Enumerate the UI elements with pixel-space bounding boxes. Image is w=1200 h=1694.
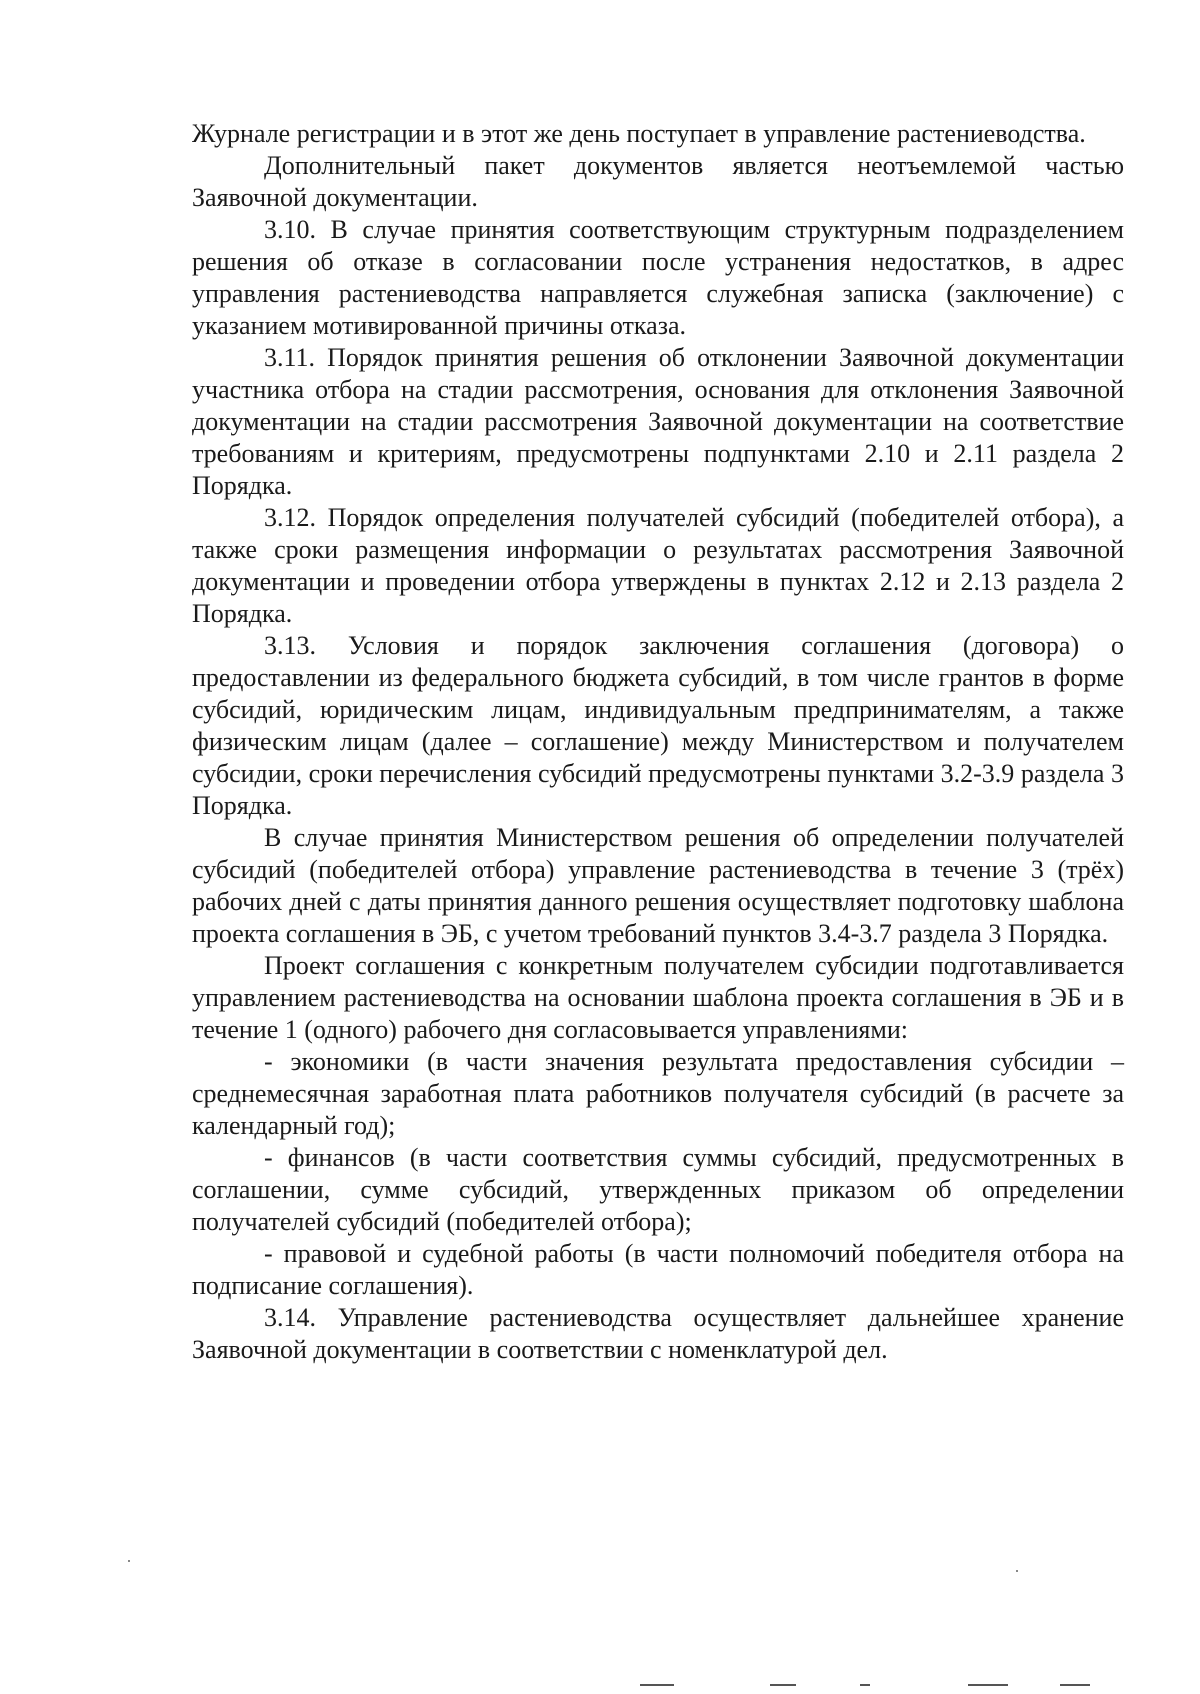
paragraph-3-11: 3.11. Порядок принятия решения об отклонении Заявочной документации участника отбора на стадии рассмотрения, основания для отклонения Заявочной документации на стадии рассмотрения Заявочной документации на соответствие требованиям и критериям, предусмотрены подпунктами 2.10 и 2.11 раздела 2 Порядка. xyxy=(192,343,1124,500)
scan-speck xyxy=(1016,1570,1018,1572)
scan-mark xyxy=(640,1684,674,1686)
paragraph-3-13: 3.13. Условия и порядок заключения соглашения (договора) о предоставлении из федерального бюджета субсидий, в том числе грантов в форме субсидий, юридическим лицам, индивидуальным предпринимателям, а также физическим лицам (далее – соглашение) между Министерством и получателем субсидии, сроки перечисления субсидий предусмотрены пунктами 3.2-3.9 раздела 3 Порядка. xyxy=(192,631,1124,820)
scan-speck xyxy=(128,1560,130,1562)
scan-edge-marks xyxy=(0,1684,1200,1688)
paragraph-additional-package: Дополнительный пакет документов является неотъемлемой частью Заявочной документации. xyxy=(192,151,1124,212)
scan-mark xyxy=(1060,1684,1090,1686)
scan-mark xyxy=(770,1684,796,1686)
paragraph-3-12: 3.12. Порядок определения получателей субсидий (победителей отбора), а также сроки размещения информации о результатах рассмотрения Заявочной документации и проведении отбора утверждены в пунктах 2.12 и 2.13 раздела 2 Порядка. xyxy=(192,503,1124,628)
paragraph-ministry-decision: В случае принятия Министерством решения об определении получателей субсидий (победителей отбора) управление растениеводства в течение 3 (трёх) рабочих дней с даты принятия данного решения осуществляет подготовку шаблона проекта соглашения в ЭБ, с учетом требований пунктов 3.4-3.7 раздела 3 Порядка. xyxy=(192,823,1124,948)
list-item-economics: - экономики (в части значения результата предоставления субсидии – среднемесячная заработная плата работников получателя субсидий (в расчете за календарный год); xyxy=(192,1047,1124,1140)
document-body xyxy=(192,118,1124,1366)
paragraph-3-14: 3.14. Управление растениеводства осуществляет дальнейшее хранение Заявочной документации в соответствии с номенклатурой дел. xyxy=(192,1303,1124,1364)
list-item-finance: - финансов (в части соответствия суммы субсидий, предусмотренных в соглашении, сумме субсидий, утвержденных приказом об определении получателей субсидий (победителей отбора); xyxy=(192,1143,1124,1236)
scan-mark xyxy=(968,1684,1008,1686)
paragraph-3-10: 3.10. В случае принятия соответствующим структурным подразделением решения об отказе в согласовании после устранения недостатков, в адрес управления растениеводства направляется служебная записка (заключение) с указанием мотивированной причины отказа. xyxy=(192,215,1124,340)
list-item-legal: - правовой и судебной работы (в части полномочий победителя отбора на подписание соглашения). xyxy=(192,1239,1124,1300)
paragraph-journal-registration: Журнале регистрации и в этот же день поступает в управление растениеводства. xyxy=(192,119,1086,148)
scan-mark xyxy=(860,1684,870,1686)
paragraph-draft-agreement: Проект соглашения с конкретным получателем субсидии подготавливается управлением растениеводства на основании шаблона проекта соглашения в ЭБ и в течение 1 (одного) рабочего дня согласовывается управлениями: xyxy=(192,951,1124,1044)
